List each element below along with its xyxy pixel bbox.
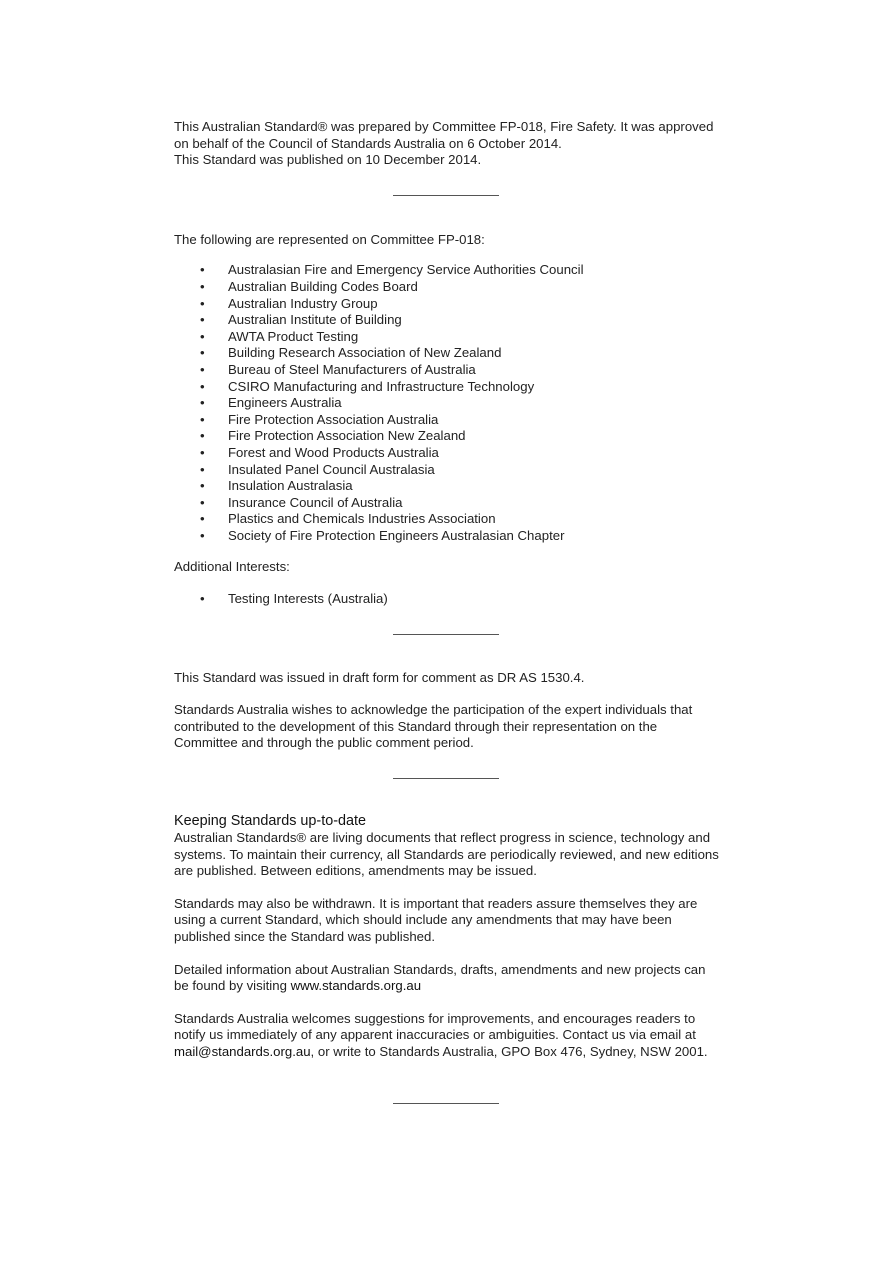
intro-line: This Standard was published on 10 December 2014. xyxy=(174,152,482,168)
bullet-icon: • xyxy=(200,295,205,311)
section-divider xyxy=(393,195,499,196)
bullet-icon: • xyxy=(200,511,205,527)
bullet-icon: • xyxy=(200,312,205,328)
member-name: Fire Protection Association New Zealand xyxy=(228,428,466,444)
paragraph-text: be found by visiting xyxy=(174,978,291,994)
bullet-icon: • xyxy=(200,428,205,444)
member-name: Engineers Australia xyxy=(228,395,342,411)
intro-paragraph xyxy=(174,119,734,169)
paragraph-line xyxy=(174,978,734,995)
member-name: CSIRO Manufacturing and Infrastructure Technology xyxy=(228,378,535,394)
list-item xyxy=(174,329,734,346)
list-item xyxy=(174,478,734,495)
paragraph-line: notify us immediately of any apparent inaccuracies or ambiguities. Contact us via email at xyxy=(174,1027,696,1043)
paragraph-line: published since the Standard was published. xyxy=(174,929,435,944)
bullet-icon: • xyxy=(200,328,205,344)
paragraph-line: Detailed information about Australian Standards, drafts, amendments and new projects can xyxy=(174,961,706,977)
bullet-icon: • xyxy=(200,361,205,377)
member-name: AWTA Product Testing xyxy=(228,328,359,344)
member-name: Bureau of Steel Manufacturers of Australia xyxy=(228,361,476,377)
member-name: Plastics and Chemicals Industries Association xyxy=(228,511,496,527)
draft-issued-text: This Standard was issued in draft form for comment as DR AS 1530.4. xyxy=(174,669,585,685)
committee-heading: The following are represented on Committee FP-018: xyxy=(174,231,485,247)
bullet-icon: • xyxy=(200,411,205,427)
list-item xyxy=(174,528,734,545)
keeping-paragraph-3 xyxy=(174,962,734,995)
acknowledgement-line: contributed to the development of this Standard through their representation on the xyxy=(174,718,658,734)
member-name: Australian Institute of Building xyxy=(228,312,402,328)
bullet-icon: • xyxy=(200,262,205,278)
section-divider xyxy=(393,1103,499,1104)
bullet-icon: • xyxy=(200,527,205,543)
member-name: Building Research Association of New Zealand xyxy=(228,345,502,361)
member-name: Australian Industry Group xyxy=(228,295,378,311)
paragraph-line: systems. To maintain their currency, all Standards are periodically reviewed, and new editions xyxy=(174,846,719,862)
committee-member-list xyxy=(174,262,734,544)
list-item xyxy=(174,412,734,429)
list-item xyxy=(174,495,734,512)
bullet-icon: • xyxy=(200,494,205,510)
intro-line: on behalf of the Council of Standards Australia on 6 October 2014. xyxy=(174,135,562,151)
paragraph-line: Standards Australia welcomes suggestions for improvements, and encourages readers to xyxy=(174,1010,696,1026)
bullet-icon: • xyxy=(200,478,205,494)
list-item xyxy=(174,445,734,462)
member-name: Society of Fire Protection Engineers Australasian Chapter xyxy=(228,527,565,543)
website-link[interactable]: www.standards.org.au xyxy=(290,978,422,994)
paragraph-line: Standards may also be withdrawn. It is important that readers assure themselves they are xyxy=(174,895,698,911)
member-name: Forest and Wood Products Australia xyxy=(228,444,439,460)
acknowledgement-line: Committee and through the public comment period. xyxy=(174,735,474,751)
paragraph-line: Australian Standards® are living documents that reflect progress in science, technology and xyxy=(174,830,711,846)
list-item xyxy=(174,511,734,528)
list-item xyxy=(174,262,734,279)
keeping-paragraph-1 xyxy=(174,830,734,880)
acknowledgement-line: Standards Australia wishes to acknowledge the participation of the expert individuals that xyxy=(174,702,693,718)
list-item xyxy=(174,296,734,313)
keeping-standards-heading: Keeping Standards up-to-date xyxy=(174,813,367,830)
list-item xyxy=(174,362,734,379)
member-name: Insulation Australasia xyxy=(228,478,353,494)
bullet-icon: • xyxy=(200,444,205,460)
paragraph-line: are published. Between editions, amendments may be issued. xyxy=(174,863,537,879)
paragraph-line xyxy=(174,1044,734,1061)
member-name: Insulated Panel Council Australasia xyxy=(228,461,435,477)
member-name: Australian Building Codes Board xyxy=(228,278,418,294)
bullet-icon: • xyxy=(200,591,205,607)
member-name: Fire Protection Association Australia xyxy=(228,411,439,427)
acknowledgement-paragraph xyxy=(174,702,734,752)
bullet-icon: • xyxy=(200,378,205,394)
keeping-paragraph-4 xyxy=(174,1011,734,1061)
additional-interests-list xyxy=(174,591,734,608)
email-link[interactable]: mail@standards.org.au xyxy=(174,1043,311,1059)
paragraph-line: using a current Standard, which should include any amendments that may have been xyxy=(174,912,672,928)
member-name: Testing Interests (Australia) xyxy=(228,591,388,607)
list-item xyxy=(174,462,734,479)
additional-interests-heading: Additional Interests: xyxy=(174,559,290,575)
intro-line: This Australian Standard® was prepared by Committee FP-018, Fire Safety. It was approved xyxy=(174,119,714,134)
list-item xyxy=(174,395,734,412)
keeping-paragraph-2 xyxy=(174,896,734,946)
section-divider xyxy=(393,778,499,779)
list-item xyxy=(174,591,734,608)
member-name: Insurance Council of Australia xyxy=(228,494,403,510)
list-item xyxy=(174,345,734,362)
list-item xyxy=(174,279,734,296)
member-name: Australasian Fire and Emergency Service Authorities Council xyxy=(228,262,584,278)
list-item xyxy=(174,379,734,396)
bullet-icon: • xyxy=(200,278,205,294)
paragraph-text: , or write to Standards Australia, GPO Box 476, Sydney, NSW 2001. xyxy=(310,1043,708,1059)
bullet-icon: • xyxy=(200,345,205,361)
standard-preliminary-page xyxy=(174,119,734,1104)
section-divider xyxy=(393,634,499,635)
list-item xyxy=(174,312,734,329)
bullet-icon: • xyxy=(200,395,205,411)
list-item xyxy=(174,428,734,445)
bullet-icon: • xyxy=(200,461,205,477)
